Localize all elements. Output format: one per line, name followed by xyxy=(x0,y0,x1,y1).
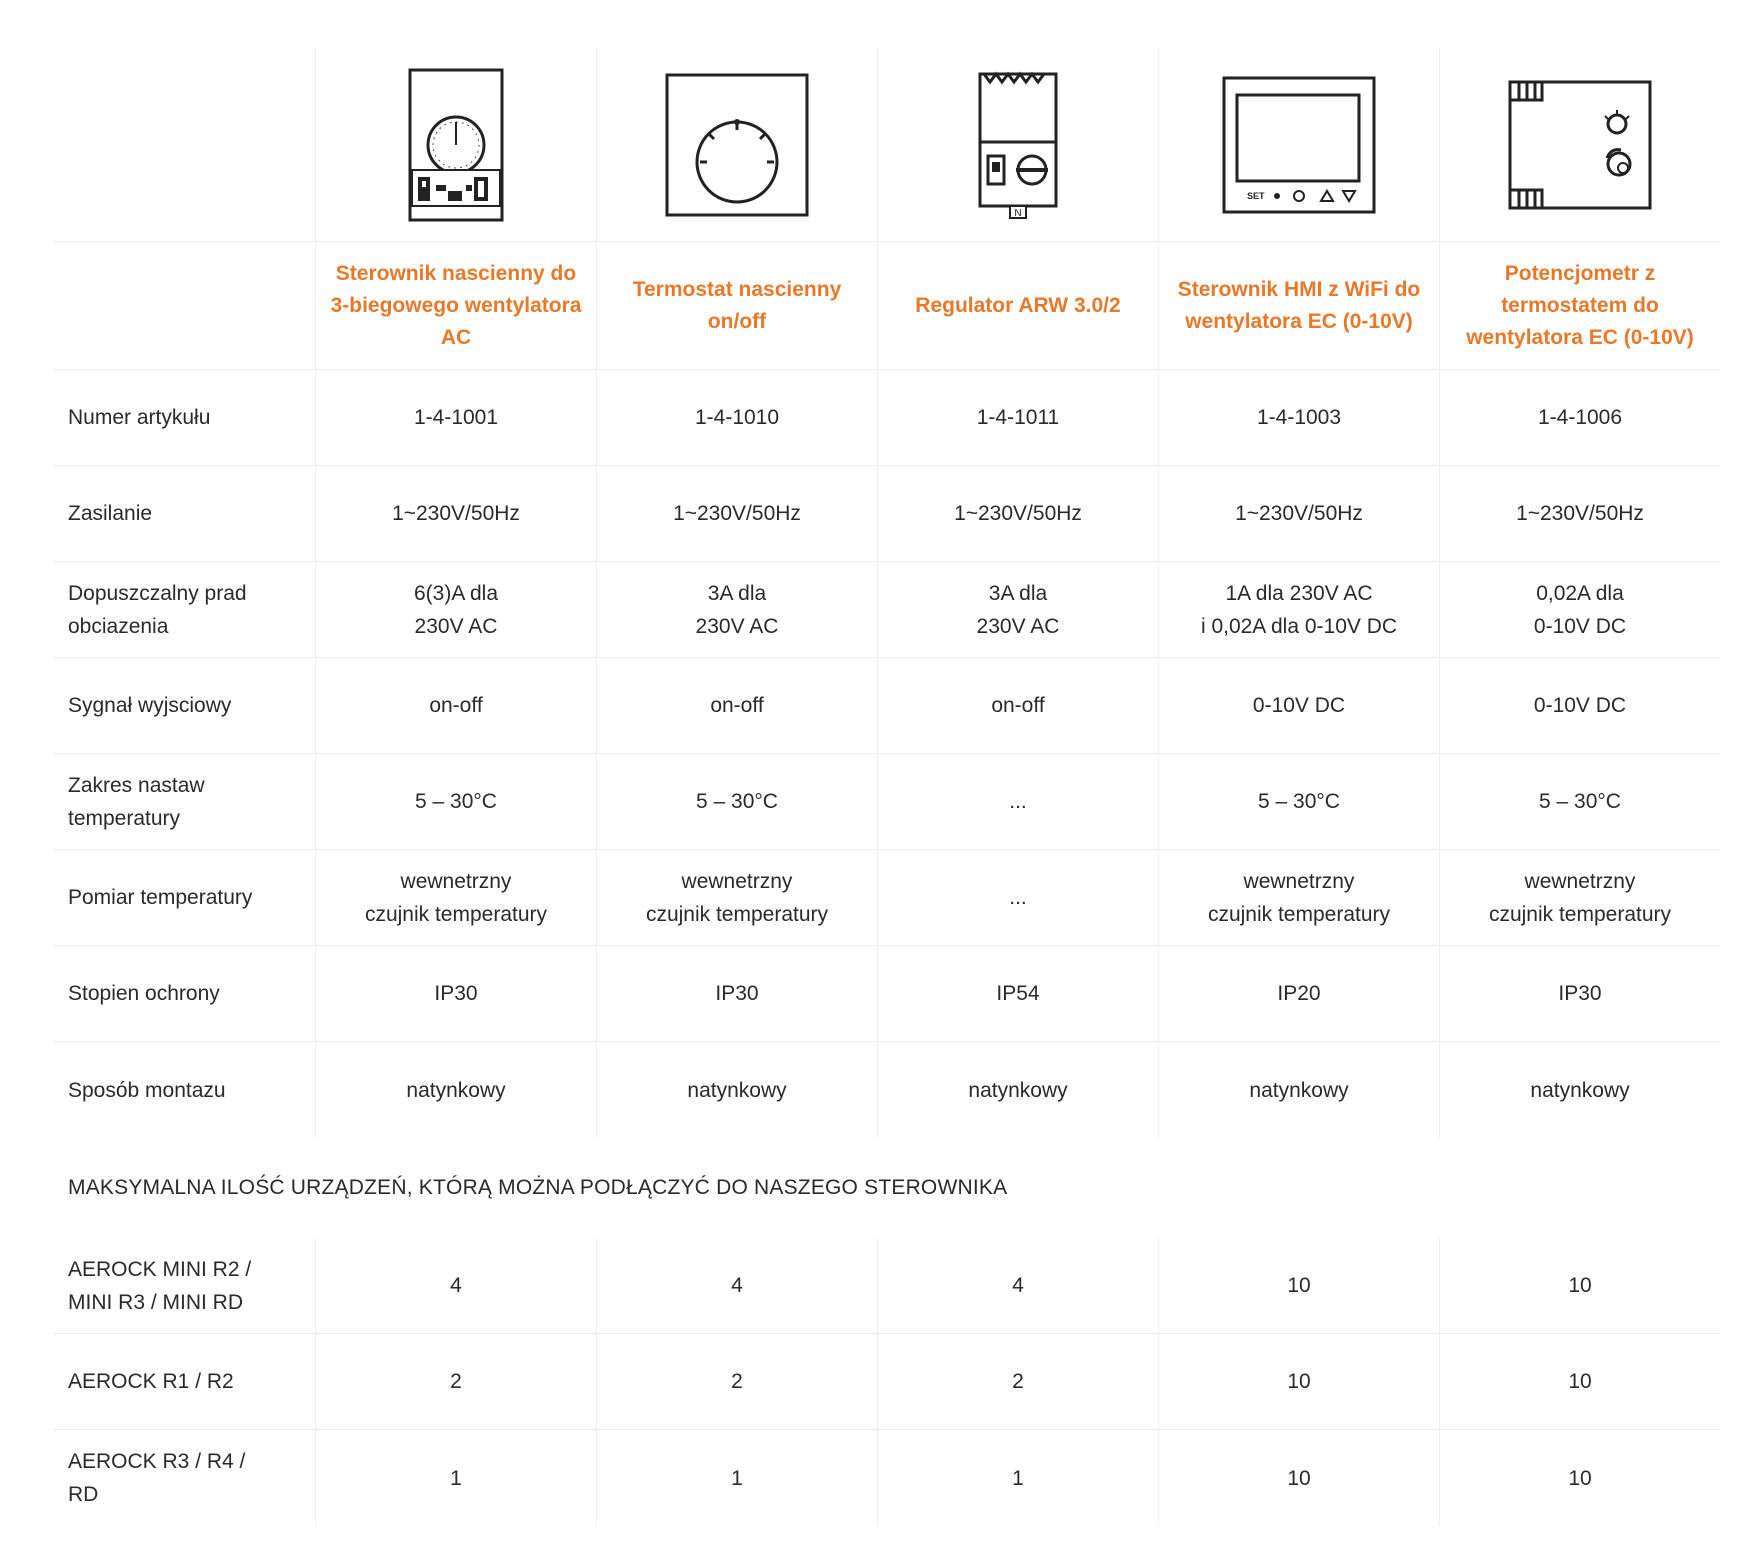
spec-row xyxy=(54,1042,1720,1138)
spec-row-label: Zasilanie xyxy=(68,502,153,525)
spec-value-cell: 6(3)A dla 230V AC xyxy=(315,562,596,657)
product-name-1[interactable]: Sterownik nascienny do 3-biegowego wentylatora AC xyxy=(315,242,596,369)
spec-value-cell: on-off xyxy=(315,658,596,753)
potentiometer-thermostat-icon xyxy=(1439,48,1720,241)
spec-value-cell: 3A dla 230V AC xyxy=(877,562,1158,657)
device-row xyxy=(54,1334,1720,1430)
spec-row xyxy=(54,466,1720,562)
spec-value-cell: 1-4-1003 xyxy=(1158,370,1439,465)
spec-row-label: Numer artykułu xyxy=(68,406,211,429)
spec-row-label: Sygnał wyjsciowy xyxy=(68,694,232,717)
spec-value-cell: 0-10V DC xyxy=(1439,658,1720,753)
spec-value-cell: 5 – 30°C xyxy=(1439,754,1720,849)
device-row-label: AEROCK R1 / R2 xyxy=(68,1370,234,1393)
spec-row xyxy=(54,754,1720,850)
product-name-5[interactable]: Potencjometr z termostatem do wentylatora EC (0-10V) xyxy=(1439,242,1720,369)
spec-value-cell: IP20 xyxy=(1158,946,1439,1041)
spec-value-cell: 1-4-1011 xyxy=(877,370,1158,465)
spec-value-cell: natynkowy xyxy=(877,1042,1158,1138)
device-value-cell: 4 xyxy=(877,1238,1158,1333)
spec-value-cell: wewnetrzny czujnik temperatury xyxy=(1439,850,1720,945)
spec-value-cell: IP30 xyxy=(596,946,877,1041)
spec-value-cell: natynkowy xyxy=(1439,1042,1720,1138)
spec-value-cell: natynkowy xyxy=(596,1042,877,1138)
device-value-cell: 1 xyxy=(596,1430,877,1526)
section-title: MAKSYMALNA ILOŚĆ URZĄDZEŃ, KTÓRĄ MOŻNA PODŁĄCZYĆ DO NASZEGO STEROWNIKA xyxy=(68,1176,1008,1199)
spec-rows xyxy=(54,370,1720,1138)
spec-value-cell: 5 – 30°C xyxy=(315,754,596,849)
spec-value-cell: 1A dla 230V AC i 0,02A dla 0-10V DC xyxy=(1158,562,1439,657)
spec-value-cell: 0-10V DC xyxy=(1158,658,1439,753)
device-value-cell: 2 xyxy=(315,1334,596,1429)
product-images-row xyxy=(54,48,1720,242)
device-value-cell: 2 xyxy=(596,1334,877,1429)
spec-value-cell: 1~230V/50Hz xyxy=(1158,466,1439,561)
device-row xyxy=(54,1430,1720,1526)
spec-value-cell: 1~230V/50Hz xyxy=(1439,466,1720,561)
device-value-cell: 10 xyxy=(1439,1430,1720,1526)
product-names-row xyxy=(54,242,1720,370)
product-name-4[interactable]: Sterownik HMI z WiFi do wentylatora EC (0-10V) xyxy=(1158,242,1439,369)
device-value-cell: 2 xyxy=(877,1334,1158,1429)
hmi-wifi-controller-icon xyxy=(1158,48,1439,241)
spec-value-cell: wewnetrzny czujnik temperatury xyxy=(1158,850,1439,945)
empty-corner xyxy=(54,48,315,241)
wall-controller-3speed-icon xyxy=(315,48,596,241)
spec-value-cell: on-off xyxy=(877,658,1158,753)
comparison-table xyxy=(54,48,1720,1526)
spec-row xyxy=(54,658,1720,754)
device-value-cell: 4 xyxy=(596,1238,877,1333)
device-value-cell: 10 xyxy=(1439,1334,1720,1429)
spec-row xyxy=(54,370,1720,466)
spec-row-label: Stopien ochrony xyxy=(68,982,220,1005)
spec-value-cell: natynkowy xyxy=(315,1042,596,1138)
device-value-cell: 1 xyxy=(315,1430,596,1526)
spec-value-cell: wewnetrzny czujnik temperatury xyxy=(315,850,596,945)
spec-row-label: Pomiar temperatury xyxy=(68,886,253,909)
device-value-cell: 10 xyxy=(1158,1334,1439,1429)
spec-value-cell: 1-4-1010 xyxy=(596,370,877,465)
spec-value-cell: 5 – 30°C xyxy=(596,754,877,849)
device-rows xyxy=(54,1238,1720,1526)
spec-value-cell: 1~230V/50Hz xyxy=(596,466,877,561)
spec-value-cell: 1-4-1006 xyxy=(1439,370,1720,465)
spec-value-cell: 1-4-1001 xyxy=(315,370,596,465)
spec-row xyxy=(54,562,1720,658)
spec-row-label: Zakres nastaw temperatury xyxy=(68,773,205,830)
spec-value-cell: IP30 xyxy=(315,946,596,1041)
product-name-2[interactable]: Termostat nascienny on/off xyxy=(596,242,877,369)
spec-value-cell: 3A dla 230V AC xyxy=(596,562,877,657)
spec-row xyxy=(54,946,1720,1042)
spec-value-cell: 1~230V/50Hz xyxy=(315,466,596,561)
device-value-cell: 10 xyxy=(1158,1238,1439,1333)
spec-value-cell: IP30 xyxy=(1439,946,1720,1041)
spec-row-label: Dopuszczalny prad obciazenia xyxy=(68,581,247,638)
spec-row-label: Sposób montazu xyxy=(68,1078,226,1102)
spec-value-cell: 5 – 30°C xyxy=(1158,754,1439,849)
regulator-arw-icon xyxy=(877,48,1158,241)
spec-value-cell: on-off xyxy=(596,658,877,753)
spec-row xyxy=(54,850,1720,946)
product-name-3[interactable]: Regulator ARW 3.0/2 xyxy=(877,242,1158,369)
arw-badge-text: N xyxy=(1014,207,1022,219)
hmi-set-label: SET xyxy=(1247,190,1265,201)
spec-value-cell: ... xyxy=(877,850,1158,945)
spec-value-cell: natynkowy xyxy=(1158,1042,1439,1138)
device-value-cell: 1 xyxy=(877,1430,1158,1526)
spec-value-cell: wewnetrzny czujnik temperatury xyxy=(596,850,877,945)
spec-value-cell: ... xyxy=(877,754,1158,849)
spec-value-cell: IP54 xyxy=(877,946,1158,1041)
device-row-label: AEROCK R3 / R4 / RD xyxy=(68,1450,246,1506)
device-value-cell: 10 xyxy=(1439,1238,1720,1333)
spec-value-cell: 0,02A dla 0-10V DC xyxy=(1439,562,1720,657)
empty-corner xyxy=(54,242,315,369)
spec-value-cell: 1~230V/50Hz xyxy=(877,466,1158,561)
device-row xyxy=(54,1238,1720,1334)
wall-thermostat-dial-icon xyxy=(596,48,877,241)
device-value-cell: 10 xyxy=(1158,1430,1439,1526)
device-value-cell: 4 xyxy=(315,1238,596,1333)
device-row-label: AEROCK MINI R2 / MINI R3 / MINI RD xyxy=(68,1257,252,1314)
